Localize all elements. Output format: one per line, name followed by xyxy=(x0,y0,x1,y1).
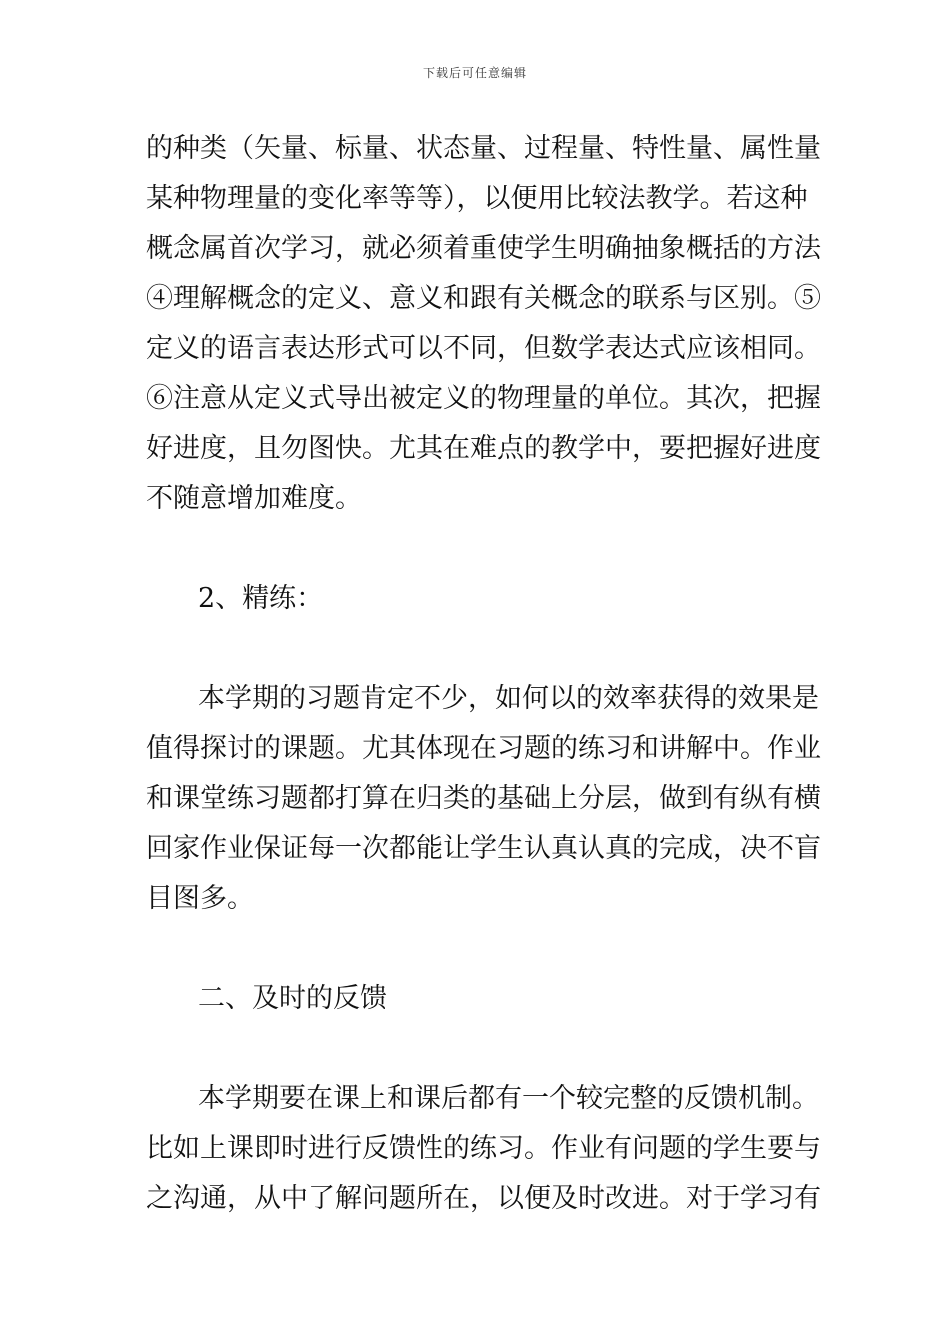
section-heading-feedback: 二、及时的反馈 xyxy=(198,983,387,1014)
section-heading-practice: 2、精练： xyxy=(198,583,324,614)
text-line: 好进度，且勿图快。尤其在难点的教学中，要把握好进度 xyxy=(146,433,821,464)
spacer xyxy=(146,924,814,974)
page-header: 下载后可任意编辑 xyxy=(422,66,527,80)
text-line: 之沟通，从中了解问题所在，以便及时改进。对于学习有 xyxy=(146,1183,821,1214)
text-line: 概念属首次学习，就必须着重使学生明确抽象概括的方法 xyxy=(146,233,821,264)
text-line: 回家作业保证每一次都能让学生认真认真的完成，决不盲 xyxy=(146,833,821,864)
text-line: 定义的语言表达形式可以不同，但数学表达式应该相同。 xyxy=(146,333,821,364)
text-line: ④理解概念的定义、意义和跟有关概念的联系与区别。⑤ xyxy=(146,283,821,314)
paragraph-exercises xyxy=(146,674,821,924)
text-line: 的种类（矢量、标量、状态量、过程量、特性量、属性量 xyxy=(146,133,821,164)
text-line: 不随意增加难度。 xyxy=(146,483,362,514)
spacer xyxy=(146,1024,814,1074)
document-body xyxy=(146,124,821,1224)
paragraph-concepts xyxy=(146,124,821,524)
text-line: 值得探讨的课题。尤其体现在习题的练习和讲解中。作业 xyxy=(146,733,821,764)
text-line: 本学期要在课上和课后都有一个较完整的反馈机制。 xyxy=(198,1083,819,1114)
text-line: 某种物理量的变化率等等），以便用比较法教学。若这种 xyxy=(146,183,808,214)
text-line: 本学期的习题肯定不少，如何以的效率获得的效果是 xyxy=(198,683,819,714)
spacer xyxy=(146,624,814,674)
text-line: 目图多。 xyxy=(146,883,254,914)
text-line: 比如上课即时进行反馈性的练习。作业有问题的学生要与 xyxy=(146,1133,821,1164)
text-line: ⑥注意从定义式导出被定义的物理量的单位。其次，把握 xyxy=(146,383,821,414)
spacer xyxy=(146,524,814,574)
text-line: 和课堂练习题都打算在归类的基础上分层，做到有纵有横 xyxy=(146,783,821,814)
paragraph-feedback xyxy=(146,1074,821,1224)
